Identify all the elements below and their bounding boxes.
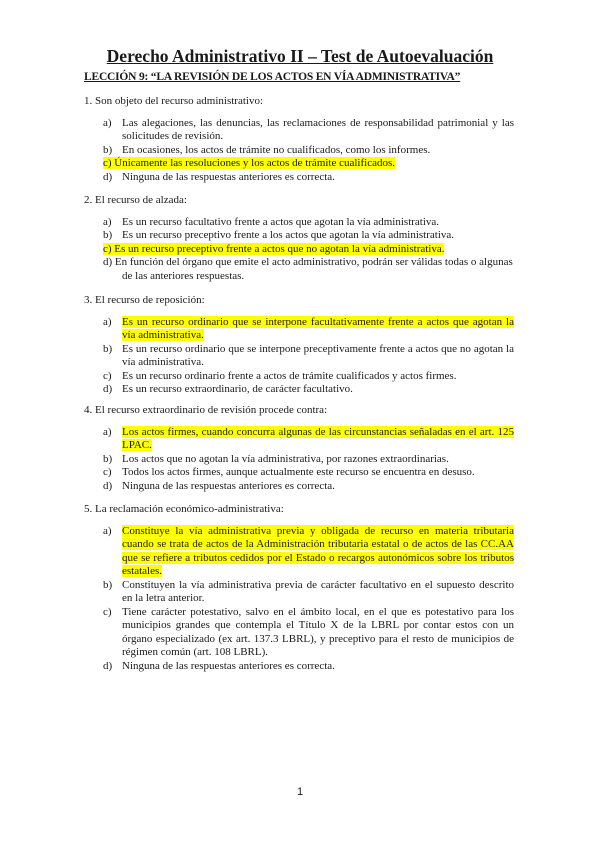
- option-c: c) Es un recurso ordinario frente a actos de trámite cualificados y actos firmes.: [103, 369, 457, 382]
- option-a-correct: a) Es un recurso ordinario que se interpone facultativamente frente a actos que agotan la vía administrativa.: [103, 315, 514, 341]
- option-d: d) En función del órgano que emite el acto administrativo, podrán ser válidas todas o algunas de las anteriores respuestas.: [103, 256, 513, 282]
- lesson-heading: LECCIÓN 9: “LA REVISIÓN DE LOS ACTOS EN VÍA ADMINISTRATIVA”: [84, 71, 461, 83]
- option-a-correct: a) Los actos firmes, cuando concurra algunas de las circunstancias señaladas en el art. 125 LPAC.: [103, 425, 514, 451]
- option-d: d) Ninguna de las respuestas anteriores es correcta.: [103, 659, 335, 672]
- question-text: 1. Son objeto del recurso administrativo:: [84, 95, 264, 107]
- option-d: d) Es un recurso extraordinario, de carácter facultativo.: [103, 383, 353, 395]
- option-c-correct: c) Únicamente las resoluciones y los actos de trámite cualificados.: [103, 157, 396, 169]
- question-5: [84, 503, 524, 673]
- question-2: [84, 194, 524, 283]
- question-text: 5. La reclamación económico-administrativa:: [84, 503, 284, 515]
- option-b: b) Es un recurso ordinario que se interpone preceptivamente frente a actos que no agotan la vía administrativa.: [103, 342, 514, 368]
- question-1: [84, 95, 524, 184]
- option-d: d) Ninguna de las respuestas anteriores es correcta.: [103, 170, 335, 183]
- option-b: b) Es un recurso preceptivo frente a los actos que agotan la vía administrativa.: [103, 229, 455, 241]
- question-text: 2. El recurso de alzada:: [84, 194, 187, 206]
- question-text: 4. El recurso extraordinario de revisión procede contra:: [84, 404, 328, 416]
- option-a-correct: a) Constituye la vía administrativa previa y obligada de recurso en materia tributaria cuando se trata de actos de la Administración tributaria estatal o de actos de las CC.AA que se refiere a tributos cedidos por el Estado o recargos autonómicos sobre los tributos estatales.: [103, 524, 514, 577]
- option-a: a) Las alegaciones, las denuncias, las reclamaciones de responsabilidad patrimonial y las solicitudes de revisión.: [103, 116, 514, 142]
- question-3: [84, 294, 524, 397]
- option-b: b) Los actos que no agotan la vía administrativa, por razones extraordinarias.: [103, 452, 449, 465]
- option-c: c) Todos los actos firmes, aunque actualmente este recurso se encuentra en desuso.: [103, 466, 475, 478]
- question-text: 3. El recurso de reposición:: [84, 294, 205, 306]
- page-number: 1: [296, 786, 304, 798]
- document-title: Derecho Administrativo II – Test de Autoevaluación: [106, 46, 494, 66]
- question-4: [84, 404, 524, 493]
- option-a: a) Es un recurso facultativo frente a actos que agotan la vía administrativa.: [103, 215, 440, 228]
- option-c-correct: c) Es un recurso preceptivo frente a actos que no agotan la vía administrativa.: [103, 242, 445, 255]
- option-b: b) Constituyen la vía administrativa previa de carácter facultativo en el supuesto descrito en la letra anterior.: [103, 578, 514, 604]
- option-d: d) Ninguna de las respuestas anteriores es correcta.: [103, 479, 335, 492]
- option-b: b) En ocasiones, los actos de trámite no cualificados, como los informes.: [103, 143, 431, 156]
- option-c: c) Tiene carácter potestativo, salvo en el ámbito local, en el que es potestativo para los municipios grandes que contempla el Título X de la LBRL por contar estos con un órgano especializado (ex art. 137.3 LBRL), y preceptivo para el resto de municipios de régimen común (art. 108 LBRL).: [103, 605, 514, 658]
